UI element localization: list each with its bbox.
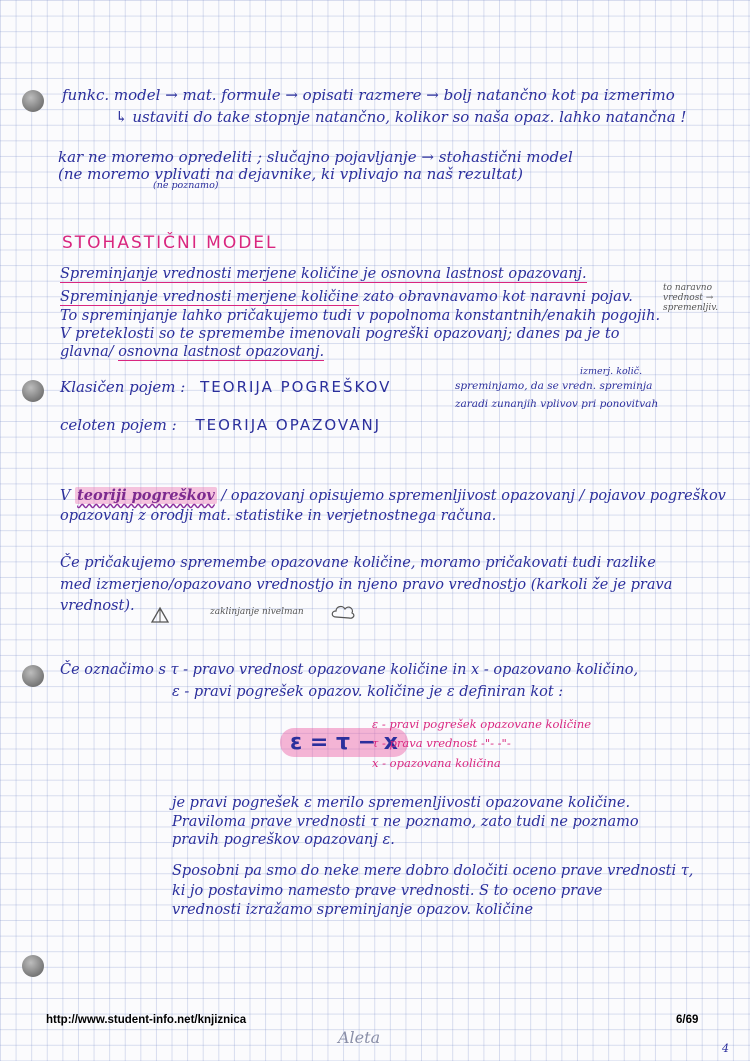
- source-url: http://www.student-info.net/knjiznica: [46, 1014, 247, 1026]
- note-line: [60, 266, 587, 282]
- note-text: Spreminjanje vrednosti merjene količine je osnovna lastnost opazovanj.: [60, 266, 587, 282]
- note-text: / opazovanj opisujemo spremenljivost opazovanj / pojavov pogreškov: [221, 488, 726, 504]
- note-line: funkc. model → mat. formule → opisati razmere → bolj natančno kot pa izmerimo: [62, 86, 675, 104]
- note-line: To spreminjanje lahko pričakujemo tudi v popolnoma konstantnih/enakih pogojih.: [60, 308, 661, 324]
- formula-box: ε = τ − x: [280, 728, 408, 757]
- note-line: Sposobni pa smo do neke mere dobro določiti oceno prave vrednosti τ,: [172, 863, 694, 879]
- binder-hole: [22, 90, 44, 112]
- note-line: opazovanj z orodji mat. statistike in verjetnostnega računa.: [60, 508, 497, 524]
- term-label: Klasičen pojem :: [60, 378, 186, 396]
- term-line: [60, 378, 391, 396]
- note-line: V preteklosti so te spremembe imenovali pogreški opazovanj; danes pa je to: [60, 326, 620, 342]
- binder-hole: [22, 665, 44, 687]
- legend-line: ε - pravi pogrešek opazovane količine: [372, 717, 592, 731]
- note-text: osnovna lastnost opazovanj.: [118, 344, 325, 360]
- side-note: izmerj. količ.: [580, 366, 643, 377]
- margin-note: to naravno vrednost → spremenljiv.: [663, 283, 719, 313]
- triangle-doodle: [150, 606, 170, 624]
- note-line: ↳ ustaviti do take stopnje natančno, kolikor so naša opaz. lahko natančna !: [115, 108, 687, 126]
- corner-mark: 4: [722, 1042, 729, 1055]
- note-line: Če pričakujemo spremembe opazovane količine, moramo pričakovati tudi razlike: [60, 555, 656, 571]
- note-line: [60, 289, 633, 305]
- side-note: zaradi zunanjih vplivov pri ponovitvah: [455, 398, 659, 410]
- legend-line: x - opazovana količina: [372, 756, 501, 770]
- legend-line: τ - prava vrednost -"- -"-: [372, 736, 511, 750]
- note-text: V: [60, 488, 71, 504]
- section-heading: STOHASTIČNI MODEL: [62, 233, 278, 253]
- term-name: TEORIJA OPAZOVANJ: [195, 416, 382, 434]
- note-line: pravih pogreškov opazovanj ε.: [172, 832, 395, 848]
- note-line: med izmerjeno/opazovano vrednostjo in njeno pravo vrednostjo (karkoli že je prava: [60, 577, 673, 593]
- note-line: [60, 344, 324, 360]
- side-note: spreminjamo, da se vredn. spreminja: [455, 380, 653, 392]
- note-line: ε - pravi pogrešek opazov. količine je ε definiran kot :: [172, 684, 564, 700]
- term-name: TEORIJA POGREŠKOV: [200, 378, 392, 396]
- note-line: vrednost).: [60, 598, 135, 614]
- note-text: Spreminjanje vrednosti merjene količine: [60, 289, 359, 305]
- doodle-label: zaklinjanje nivelman: [210, 607, 304, 617]
- note-line: ki jo postavimo namesto prave vrednosti. S to oceno prave: [172, 883, 603, 899]
- note-text: glavna/: [60, 344, 114, 360]
- term-line: [60, 416, 381, 434]
- binder-hole: [22, 380, 44, 402]
- binder-hole: [22, 955, 44, 977]
- note-line: [60, 487, 726, 504]
- note-line: (ne moremo vplivati na dejavnike, ki vplivajo na naš rezultat): [58, 165, 523, 183]
- note-line: kar ne moremo opredeliti ; slučajno pojavljanje → stohastični model: [58, 148, 573, 166]
- note-line: Praviloma prave vrednosti τ ne poznamo, zato tudi ne poznamo: [172, 814, 639, 830]
- page-number: 6/69: [676, 1014, 699, 1026]
- note-line: Če označimo s τ - pravo vrednost opazovane količine in x - opazovano količino,: [60, 662, 639, 678]
- note-line: je pravi pogrešek ε merilo spremenljivosti opazovane količine.: [172, 795, 631, 811]
- signature: Aleta: [338, 1028, 381, 1047]
- note-text: zato obravnavamo kot naravni pojav.: [363, 289, 633, 305]
- term-label: celoten pojem :: [60, 416, 177, 434]
- highlighted-term: teoriji pogreškov: [77, 487, 215, 504]
- note-line: vrednosti izražamo spreminjanje opazov. količine: [172, 902, 534, 918]
- cloud-doodle: [330, 603, 356, 621]
- small-note: (ne poznamo): [153, 180, 219, 191]
